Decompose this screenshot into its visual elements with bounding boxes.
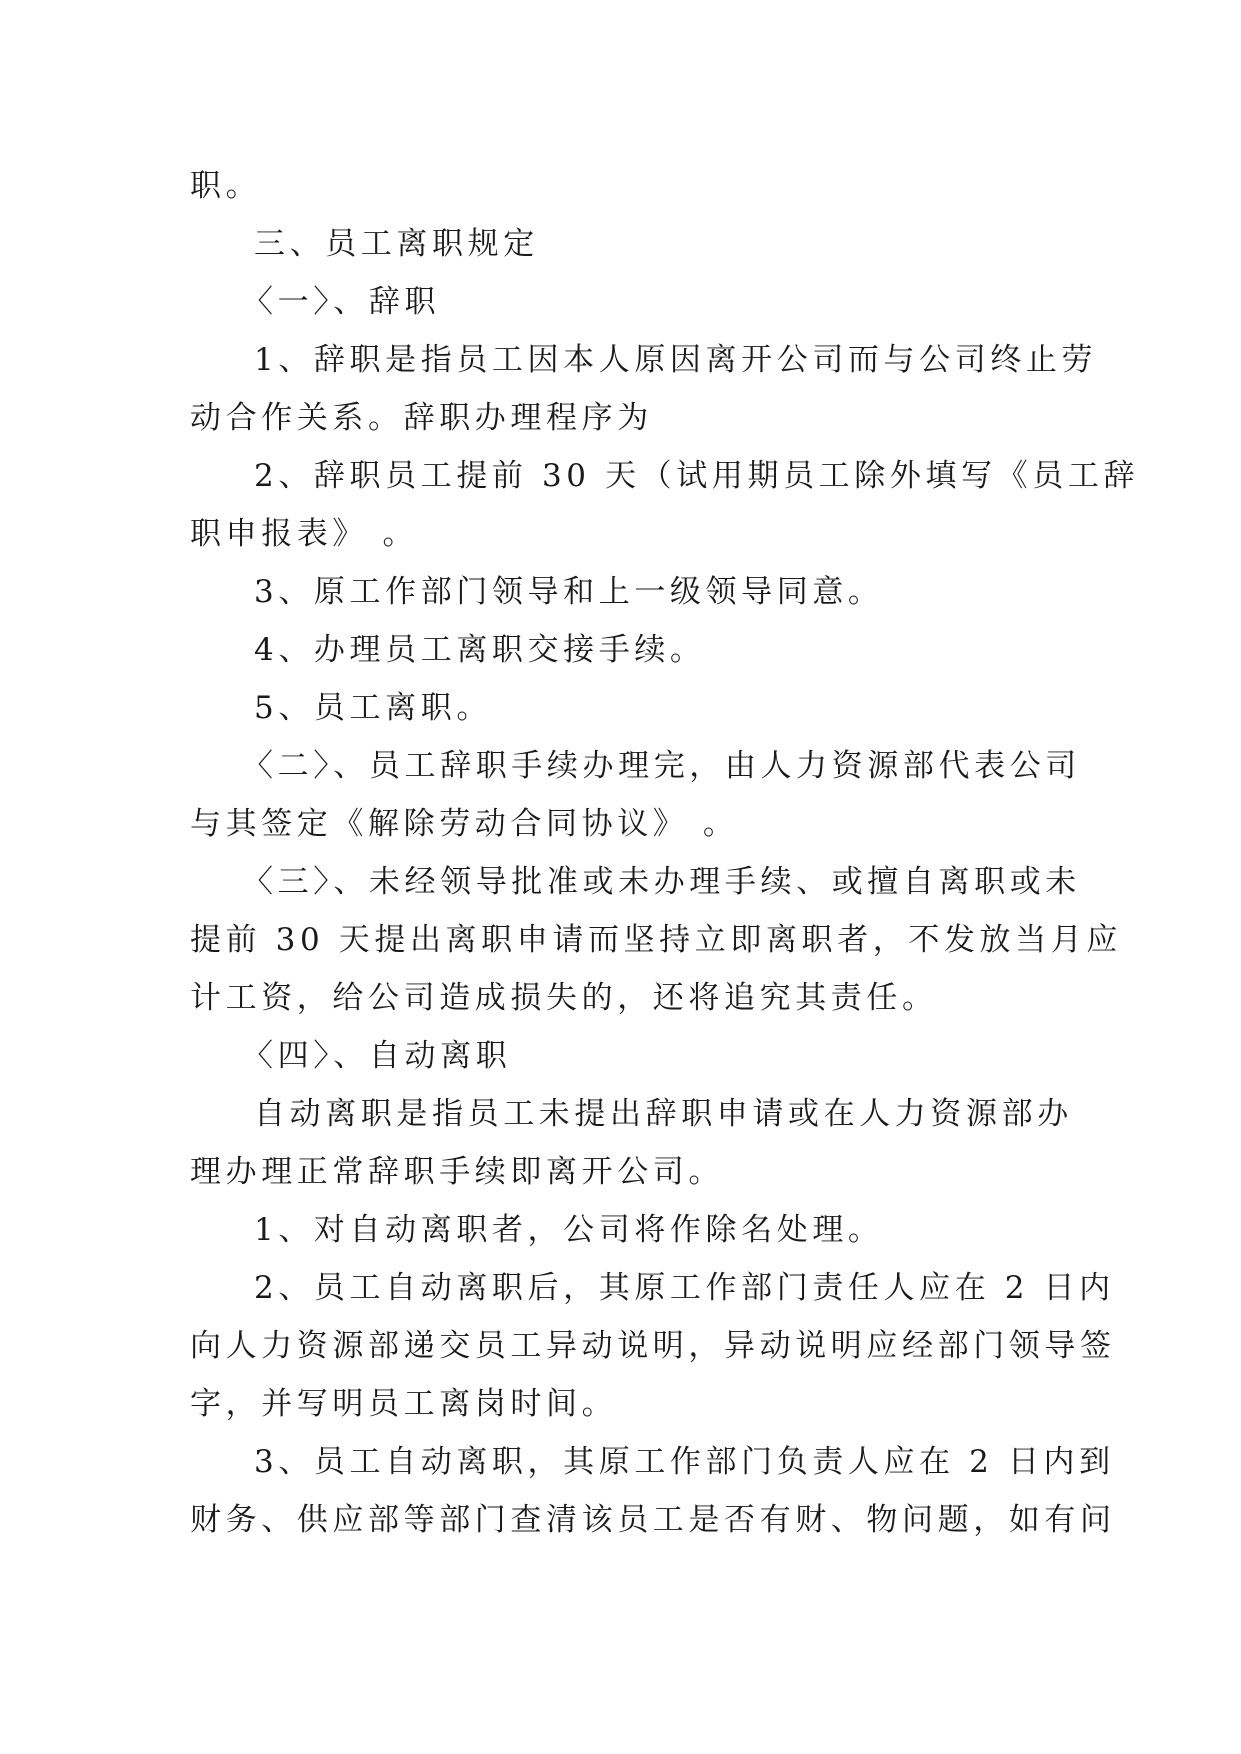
- text-line: 与其签定《解除劳动合同协议》 。: [190, 806, 739, 842]
- text-line: 自动离职是指员工未提出辞职申请或在人力资源部办: [254, 1096, 1073, 1132]
- text-line: 1、辞职是指员工因本人原因离开公司而与公司终止劳: [254, 342, 1098, 378]
- document-body: [190, 157, 1140, 1549]
- subsection-heading: 〈二〉、员工辞职手续办理完，由人力资源部代表公司: [242, 748, 1081, 784]
- text-line: 职申报表》 。: [190, 516, 419, 552]
- text-line: 财务、供应部等部门查清该员工是否有财、物问题，如有问: [190, 1502, 1116, 1538]
- text-line: 向人力资源部递交员工异动说明，异动说明应经部门领导签: [190, 1328, 1116, 1364]
- subsection-heading: 〈一〉、辞职: [242, 284, 441, 320]
- text-line: 4、办理员工离职交接手续。: [254, 632, 706, 668]
- text-line: 提前 30 天提出离职申请而坚持立即离职者，不发放当月应: [190, 922, 1122, 958]
- text-line: 字，并写明员工离岗时间。: [190, 1386, 618, 1422]
- text-line: 职。: [190, 168, 262, 204]
- text-line: 1、对自动离职者，公司将作除名处理。: [254, 1212, 884, 1248]
- text-line: 计工资，给公司造成损失的，还将追究其责任。: [190, 980, 938, 1016]
- section-heading: 三、员工离职规定: [254, 226, 539, 262]
- text-line: 2、员工自动离职后，其原工作部门责任人应在 2 日内: [254, 1270, 1115, 1306]
- text-line: 3、原工作部门领导和上一级领导同意。: [254, 574, 884, 610]
- subsection-heading: 〈三〉、未经领导批准或未办理手续、或擅自离职或未: [242, 864, 1081, 900]
- subsection-heading: 〈四〉、自动离职: [242, 1038, 512, 1074]
- text-line: 5、员工离职。: [254, 690, 492, 726]
- text-line: 3、员工自动离职，其原工作部门负责人应在 2 日内到: [254, 1444, 1115, 1480]
- text-line: 动合作关系。辞职办理程序为: [190, 400, 653, 436]
- text-line: 理办理正常辞职手续即离开公司。: [190, 1154, 724, 1190]
- text-line: 2、辞职员工提前 30 天（试用期员工除外填写《员工辞: [254, 458, 1140, 494]
